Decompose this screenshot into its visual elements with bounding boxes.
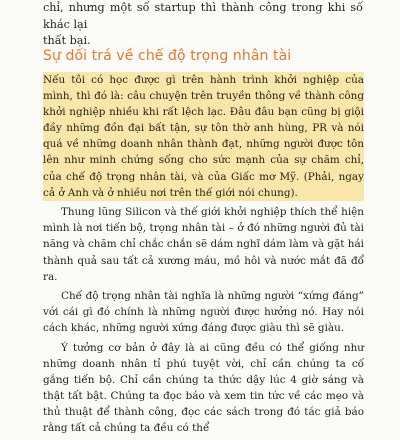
section-heading: Sự dối trá về chế độ trọng nhân tài bbox=[43, 48, 292, 64]
lead-text bbox=[43, 0, 363, 50]
body-text bbox=[43, 72, 364, 440]
paragraph: Ý tưởng cơ bản ở đây là ai cũng đều có thể giống như những doanh nhân tỉ phú tuyệt vời, chỉ cần chúng ta cố gắng tiến bộ. Chỉ cần chúng ta thức dậy lúc 4 giờ sáng và thật tất bật. Chúng ta đọc báo và xem tin tức về các mẹo và thủ thuật để thành công, đọc các sách trong đó tác giả báo rằng tất cả chúng ta đều có thể bbox=[43, 342, 364, 435]
lead-line-1: chỉ, nhưng một số startup thì thành công trong khi số khác lại bbox=[43, 1, 363, 31]
paragraph: Chế độ trọng nhân tài nghĩa là những người “xứng đáng” với cái gì đó chính là những người được hưởng nó. Hay nói cách khác, những người xứng đáng được giàu thì sẽ giàu. bbox=[43, 290, 364, 335]
paragraph: Nếu tôi có học được gì trên hành trình khởi nghiệp của mình, thì đó là: câu chuyện trên truyền thông về thành công khởi nghiệp nhiều khi rất lệch lạc. Đâu đâu bạn cũng bị giội đầy những đồn đại bất tận, sự tôn thờ anh hùng, PR và nói quá về những doanh nhân thành đạt, những người được tôn lên như minh chứng sống cho sức mạnh của sự chăm chỉ, của chế độ trọng nhân tài, và của Giấc mơ Mỹ. (Phải, ngay cả ở Anh và ở nhiều nơi trên thế giới nói chung). bbox=[43, 72, 364, 201]
paragraph: Thung lũng Silicon và thế giới khởi nghiệp thích thể hiện mình là nơi tiến bộ, trọng nhân tài – ở đó những người đủ tài năng và chăm chỉ chắc chắn sẽ dám nghĩ dám làm và gặt hái thành quả sau tất cả xương máu, mồ hôi và nước mắt đã đổ ra. bbox=[43, 206, 364, 283]
lead-line-2: thất bại. bbox=[43, 34, 91, 47]
